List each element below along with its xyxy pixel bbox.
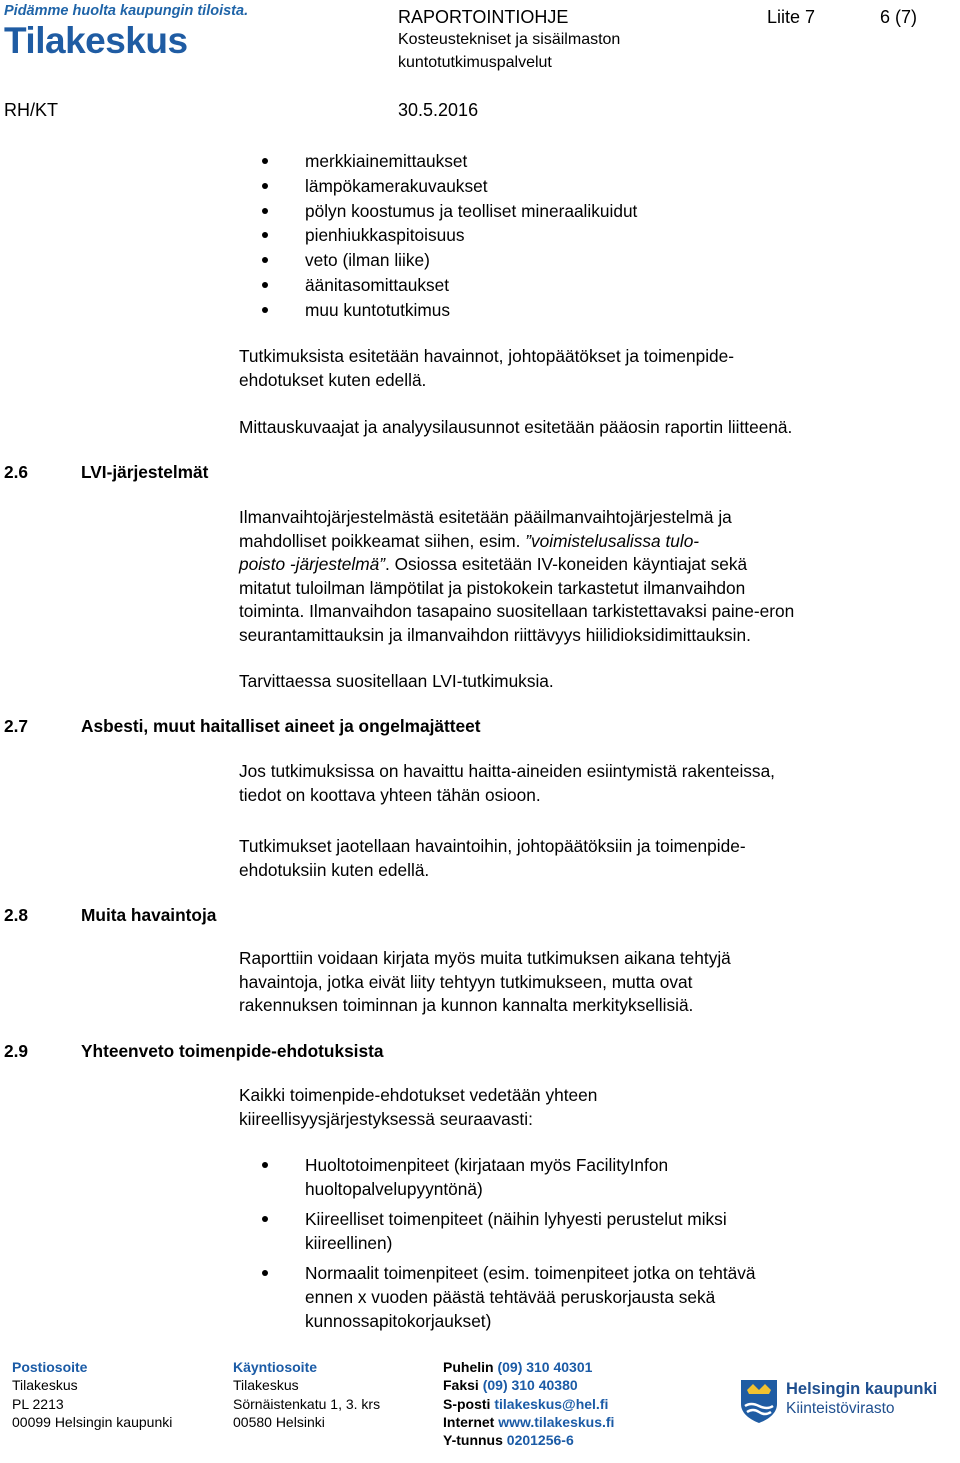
footer-phone: Puhelin (09) 310 40301 — [443, 1359, 593, 1375]
city-name: Helsingin kaupunki — [786, 1380, 938, 1398]
text-line: rakennuksen toiminnan ja kunnon kannalta merkityksellisiä. — [239, 995, 694, 1016]
text-line: Kiireelliset toimenpiteet (näihin lyhyesti perustelut miksi — [305, 1209, 727, 1230]
text-line: ehdotuksiin kuten edellä. — [239, 859, 430, 880]
text-line: Huoltotoimenpiteet (kirjataan myös FacilityInfon — [305, 1155, 669, 1175]
footer-line: Sörnäistenkatu 1, 3. krs — [233, 1395, 381, 1412]
section-2-6-number: 2.6 — [4, 462, 29, 482]
text-line — [239, 553, 879, 577]
section-2-8-number: 2.8 — [4, 905, 29, 925]
footer-contact — [443, 1358, 614, 1449]
footer-heading: Käyntiosoite — [233, 1359, 318, 1375]
text-line: Ilmanvaihtojärjestelmästä esitetään pääilmanvaihtojärjestelmä ja — [239, 507, 732, 527]
appendix-label: Liite 7 — [767, 7, 816, 27]
list-item — [262, 1154, 756, 1201]
section-2-9-number: 2.9 — [4, 1041, 29, 1061]
list-item — [262, 1208, 756, 1255]
text-line: Tutkimukset jaotellaan havaintoihin, johtopäätöksiin ja toimenpide- — [239, 836, 746, 856]
text-line: Jos tutkimuksissa on havaittu haitta-aineiden esiintymistä rakenteissa, — [239, 761, 775, 781]
footer-heading: Postiosoite — [12, 1359, 88, 1375]
logo-tagline: Pidämme huolta kaupungin tiloista. — [4, 3, 249, 19]
doc-title-line1: Kosteustekniset ja sisäilmaston — [398, 31, 621, 48]
example-italic: poisto -järjestelmä” — [239, 554, 385, 575]
text-line: Normaalit toimenpiteet (esim. toimenpiteet jotka on tehtävä — [305, 1263, 756, 1284]
footer-line: PL 2213 — [12, 1395, 64, 1412]
section-2-7-title: Asbesti, muut haitalliset aineet ja ongelmajätteet — [81, 716, 481, 736]
text-line: kiireellinen) — [305, 1232, 393, 1253]
helsinki-crest-icon — [739, 1378, 779, 1424]
text-line — [239, 530, 879, 554]
footer-visit — [233, 1358, 380, 1431]
department-name: Kiinteistövirasto — [786, 1400, 895, 1417]
list-item — [262, 1262, 756, 1333]
lvi-paragraph — [239, 506, 879, 648]
asbestos-paragraph-1 — [239, 760, 879, 807]
footer-line: 00099 Helsingin kaupunki — [12, 1413, 173, 1430]
section-2-8-title: Muita havaintoja — [81, 905, 217, 925]
text-line: kunnossapitokorjaukset) — [305, 1310, 492, 1331]
results-paragraph — [239, 345, 879, 392]
list-item: pienhiukkaspitoisuus — [262, 223, 637, 248]
graphs-paragraph — [239, 416, 879, 440]
lvi-recommendation — [239, 670, 879, 694]
date: 30.5.2016 — [398, 100, 479, 120]
text-line: seurantamittauksin ja ilmanvaihdon riittävyys hiilidioksidimittauksin. — [239, 624, 751, 645]
section-2-7-number: 2.7 — [4, 716, 29, 736]
asbestos-paragraph-2 — [239, 835, 879, 882]
text-line: Tutkimuksista esitetään havainnot, johtopäätökset ja toimenpide- — [239, 346, 735, 366]
footer-line: Tilakeskus — [233, 1377, 299, 1394]
logo-wordmark: Tilakeskus — [4, 20, 188, 61]
footer-fax: Faksi (09) 310 40380 — [443, 1377, 578, 1394]
example-italic: ”voimistelusalissa tulo- — [525, 530, 700, 551]
text-line: huoltopalvelupyyntönä) — [305, 1178, 483, 1199]
list-item: veto (ilman liike) — [262, 248, 637, 273]
text-line: ennen x vuoden päästä tehtävää peruskorjausta sekä — [305, 1286, 716, 1307]
page-number: 6 (7) — [880, 7, 918, 27]
footer-line: 00580 Helsinki — [233, 1413, 325, 1430]
list-item: lämpökamerakuvaukset — [262, 174, 637, 199]
doc-title-line2: kuntotutkimuspalvelut — [398, 54, 552, 71]
text-line: toiminta. Ilmanvaihdon tasapaino suositellaan tarkistettavaksi paine-eron — [239, 601, 795, 622]
list-item: pölyn koostumus ja teolliset mineraalikuidut — [262, 199, 637, 224]
footer-line: Tilakeskus — [12, 1377, 78, 1394]
text-line: Mittauskuvaajat ja analyysilausunnot esitetään pääosin raportin liitteenä. — [239, 417, 793, 437]
text-line: ehdotukset kuten edellä. — [239, 369, 427, 390]
text-run: . Osiossa esitetään IV-koneiden käyntiajat sekä — [384, 554, 748, 575]
action-list — [262, 1154, 756, 1340]
footer-postal — [12, 1358, 172, 1431]
measurement-list — [262, 149, 637, 323]
list-item: merkkiainemittaukset — [262, 149, 637, 174]
text-line: kiireellisyysjärjestyksessä seuraavasti: — [239, 1108, 533, 1129]
list-item: muu kuntotutkimus — [262, 298, 637, 323]
summary-intro — [239, 1084, 879, 1131]
section-2-9-title: Yhteenveto toimenpide-ehdotuksista — [81, 1041, 384, 1061]
footer-business-id: Y-tunnus 0201256-6 — [443, 1432, 574, 1449]
text-line: Tarvittaessa suositellaan LVI-tutkimuksia. — [239, 671, 554, 691]
list-item: äänitasomittaukset — [262, 273, 637, 298]
text-line: havaintoja, jotka eivät liity tehtyyn tutkimukseen, mutta ovat — [239, 971, 693, 992]
text-line: Raporttiin voidaan kirjata myös muita tutkimuksen aikana tehtyjä — [239, 948, 731, 968]
footer-web[interactable]: Internet www.tilakeskus.fi — [443, 1413, 615, 1430]
text-line: mitatut tuloilman lämpötilat ja pistokokein tarkastetut ilmanvaihdon — [239, 577, 746, 598]
doc-type: RAPORTOINTIOHJE — [398, 7, 569, 27]
text-line: tiedot on koottava yhteen tähän osioon. — [239, 784, 541, 805]
author: RH/KT — [4, 100, 58, 120]
section-2-6-title: LVI-järjestelmät — [81, 462, 209, 482]
text-line: Kaikki toimenpide-ehdotukset vedetään yhteen — [239, 1085, 598, 1105]
other-findings-paragraph — [239, 947, 879, 1018]
footer-email[interactable]: S-posti tilakeskus@hel.fi — [443, 1395, 609, 1412]
text-run: mahdolliset poikkeamat siihen, esim. — [239, 530, 526, 551]
